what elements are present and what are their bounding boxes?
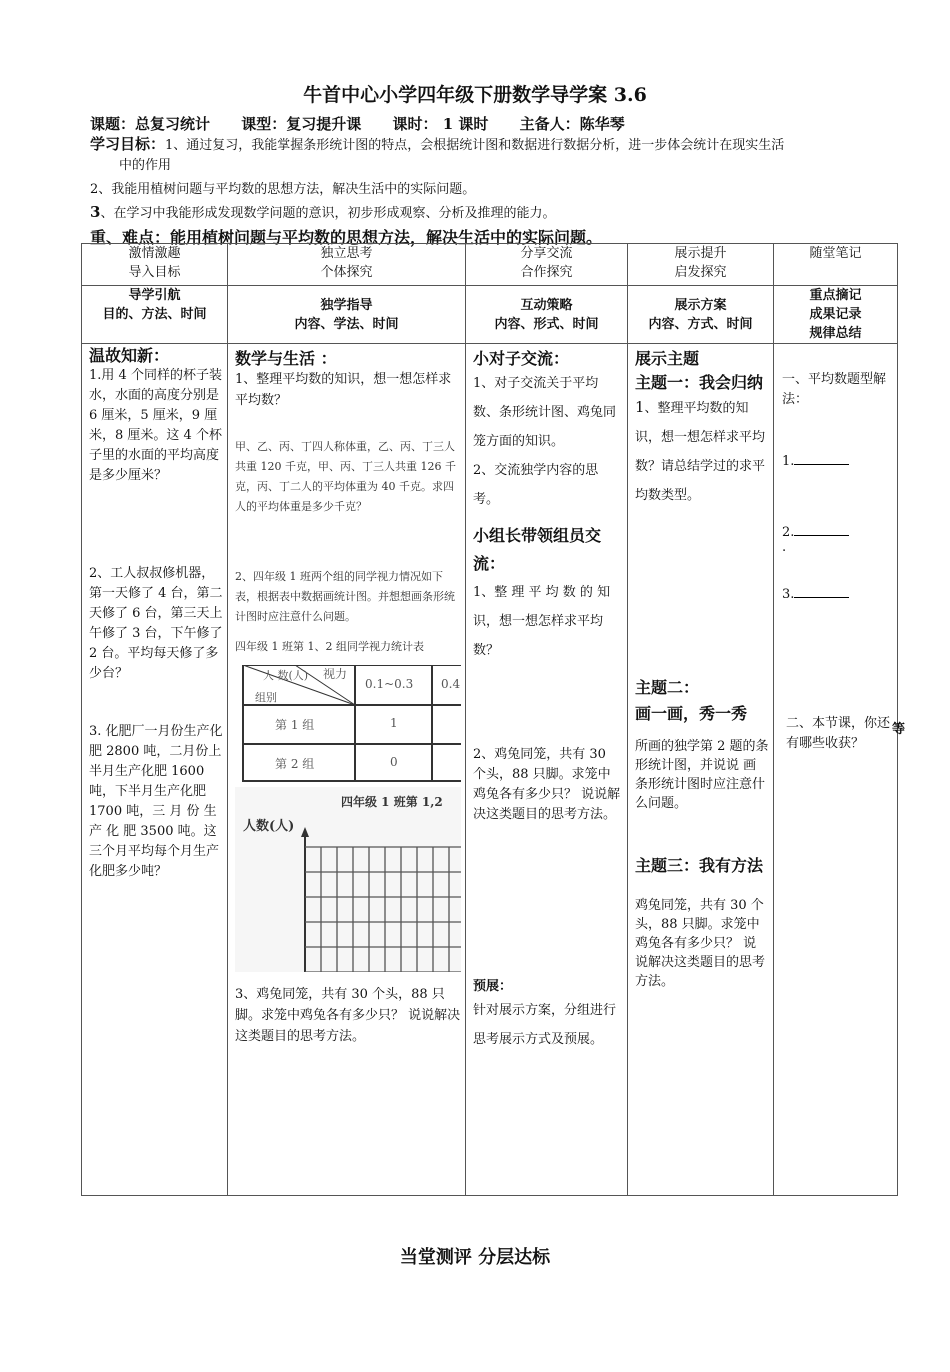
vision-table-image — [235, 665, 461, 783]
header-col1: 激情激趣 导入目标 — [82, 244, 228, 286]
objective-3-text: 、在学习中我能形成发现数学问题的意识，初步形成观察、分析及推理的能力。 — [100, 206, 556, 221]
vision-row1-label: 第 1 组 — [275, 718, 315, 732]
meta-topic: 课题：总复习统计 — [90, 115, 211, 133]
content-row — [82, 344, 898, 1196]
vision-row2-val: 0 — [390, 755, 398, 769]
col3-cooperative — [466, 344, 628, 1196]
header-row — [82, 244, 898, 286]
col5-blank-2-dot: . — [782, 540, 787, 555]
col1-problem-1: 1.用 4 个同样的杯子装水，水面的高度分别是 6 厘米，5 厘米，9 厘米，8 厘米。这 4 个杯子里的水面的平均高度是多少厘米？ — [89, 368, 222, 483]
col3-group-1: 1、整 理 平 均 数 的 知识，想一想怎样求平均数？ — [473, 585, 611, 658]
col5-blank-2: 2. — [782, 521, 893, 540]
col3-heading-1: 小对子交流： — [473, 349, 570, 368]
lesson-table — [81, 243, 905, 1196]
vision-table-col1: 0.1~0.3 — [365, 677, 414, 691]
header-col3: 分享交流 合作探究 — [466, 244, 628, 286]
objective-3-num: 3 — [90, 203, 101, 221]
col5-blank-3: 3. — [782, 583, 893, 602]
col2-heading: 数学与生活 ： — [235, 349, 337, 368]
col4-theme-2-body: 所画的独学第 2 题的条形统计图，并说说 画条形统计图时应注意什么问题。 — [635, 739, 769, 811]
objective-1 — [90, 134, 784, 156]
key-points: 重、难点：能用植树问题与平均数的思想方法，解决生活中的实际问题。 — [90, 228, 603, 247]
meta-prep: 主备人：陈华琴 — [519, 115, 625, 133]
col2-task-3: 3、鸡兔同笼，共有 30 个头，88 只脚。求笼中鸡兔各有多少只？ 说说解决这类题目的思考方法。 — [235, 987, 461, 1044]
bar-chart-grid-image — [235, 787, 461, 972]
col5-harvest: 二、本节课，你还有哪些收获？ — [786, 716, 891, 751]
subheader-col2: 独学指导 内容、学法、时间 — [228, 286, 466, 344]
col4-theme-2b: 画一画，秀一秀 — [635, 704, 748, 723]
vision-table-head-mid: 人 数(人) — [263, 669, 309, 682]
subheader-row — [82, 286, 898, 344]
objective-3 — [90, 202, 555, 224]
col4-theme-3: 主题三：我有方法 — [635, 856, 764, 875]
col2-table-caption: 四年级 1 班第 1、2 组同学视力统计表 — [235, 640, 424, 653]
meta-type: 课型：复习提升课 — [241, 115, 362, 133]
vision-table-col2: 0.4 — [441, 677, 461, 691]
col3-heading-3: 预展： — [473, 979, 513, 994]
page-title: 牛首中心小学四年级下册数学导学案 3.6 — [303, 84, 647, 106]
col5-blank-1: 1. — [782, 450, 893, 469]
col4-showcase — [628, 344, 774, 1196]
col4-theme-3-body: 鸡兔同笼，共有 30 个头，88 只脚。求笼中鸡兔各有多少只？ 说说解决这类题目的思考方法。 — [635, 898, 766, 989]
col4-heading: 展示主题 — [635, 349, 700, 368]
meta-hours: 课时： 1 课时 — [392, 115, 489, 133]
col5-side-mark: 等 — [891, 722, 905, 737]
header-col2: 独立思考 个体探究 — [228, 244, 466, 286]
objective-2: 2、我能用植树问题与平均数的思想方法，解决生活中的实际问题。 — [90, 182, 476, 197]
col5-methods: 一、平均数题型解法： — [782, 372, 887, 407]
col2-task-2: 2、四年级 1 班两个组的同学视力情况如下表，根据表中数据画统计图。并想想画条形统计图时应注意什么问题。 — [235, 570, 455, 623]
lesson-meta — [90, 113, 651, 134]
col1-heading: 温故知新： — [89, 346, 170, 365]
col4-theme-1: 主题一：我会归纳 — [635, 373, 764, 392]
objective-1-cont: 中的作用 — [119, 158, 172, 173]
vision-table-head-bl: 组别 — [255, 691, 277, 704]
col2-task-1: 1、整理平均数的知识，想一想怎样求平均数？ — [235, 372, 452, 408]
col4-theme-2a: 主题二： — [635, 678, 700, 697]
footer-title: 当堂测评 分层达标 — [399, 1247, 551, 1268]
objective-1-text: 1、通过复习，我能掌握条形统计图的特点，会根据统计图和数据进行数据分析，进一步体会统计在现实生活 — [165, 138, 785, 153]
col1-problem-2: 2、工人叔叔修机器，第一天修了 4 台，第二天修了 6 台，第三天上午修了 3 台，下午修了 2 台。平均每天修了多少台？ — [89, 566, 223, 681]
vision-row2-label: 第 2 组 — [275, 757, 315, 771]
subheader-col4: 展示方案 内容、方式、时间 — [628, 286, 774, 344]
col3-group-2: 2、鸡兔同笼，共有 30 个头，88 只脚。求笼中鸡兔各有多少只？ 说说解决这类题目的思考方法。 — [473, 747, 621, 822]
subheader-col3: 互动策略 内容、形式、时间 — [466, 286, 628, 344]
col1-problem-3: 3. 化肥厂一月份生产化肥 2800 吨，二月份上半月生产化肥 1600 吨，下半月生产化肥 1700 吨，三 月 份 生 产 化 肥 3500 吨。这三个月平均每个月生产化肥多少吨？ — [89, 724, 223, 879]
header-col5: 随堂笔记 — [774, 244, 898, 286]
objectives-label: 学习目标： — [90, 135, 166, 153]
vision-table-head-tr: 视力 — [323, 667, 348, 681]
col2-independent — [228, 344, 466, 1196]
col2-weight-problem: 甲、乙、丙、丁四人称体重，乙、丙、丁三人共重 120 千克，甲、丙、丁三人共重 126 千克，丙、丁二人的平均体重为 40 千克。求四人的平均体重是多少千克？ — [235, 440, 456, 513]
subheader-col5: 重点摘记 成果记录 规律总结 — [774, 286, 898, 344]
col1-review — [82, 344, 228, 1196]
header-col4: 展示提升 启发探究 — [628, 244, 774, 286]
vision-row1-val: 1 — [390, 716, 398, 730]
col3-preview: 针对展示方案，分组进行思考展示方式及预展。 — [473, 1003, 617, 1047]
col3-pair-1: 1、对子交流关于平均数、条形统计图、鸡兔同笼方面的知识。 — [473, 376, 617, 449]
col3-pair-2: 2、交流独学内容的思考。 — [473, 463, 599, 507]
col5-notes — [774, 344, 905, 1196]
chart-ylabel: 人数(人) — [243, 819, 295, 834]
chart-title: 四年级 1 班第 1,2 — [341, 795, 443, 809]
col3-heading-2: 小组长带领组员交流： — [473, 526, 602, 573]
col4-theme-1-body: 1、整理平均数的知识，想一想怎样求平均数？请总结学过的求平均数类型。 — [635, 398, 766, 503]
subheader-col1: 导学引航 目的、方法、时间 — [82, 286, 228, 344]
